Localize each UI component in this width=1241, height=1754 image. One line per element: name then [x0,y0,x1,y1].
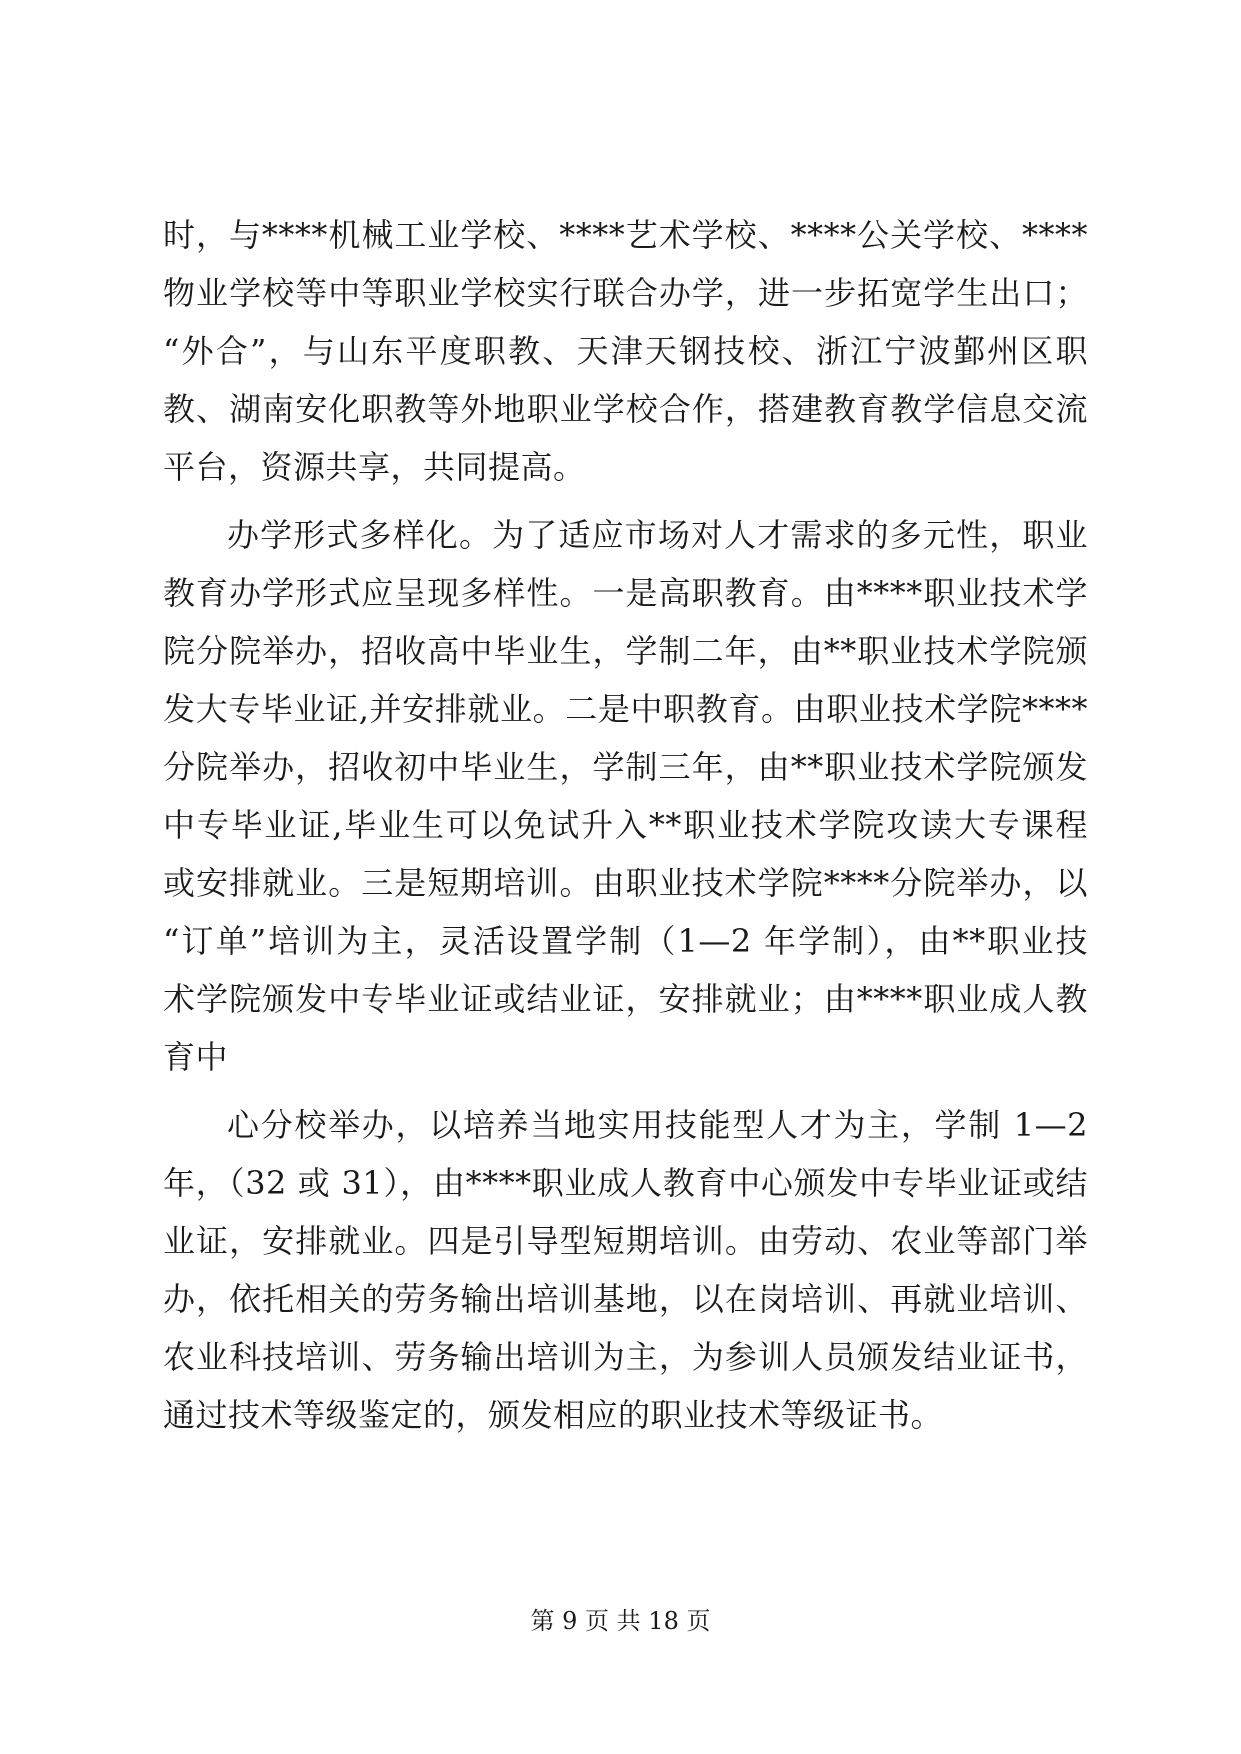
text-line: 办学形式多样化。为了适应市场对人才需求的多元性，职业 [227,516,1088,554]
text-line: 年，（32 或 31），由****职业成人教育中心颁发中专毕业证或结 [163,1164,1088,1202]
text-line: 教、湖南安化职教等外地职业学校合作，搭建教育教学信息交流 [163,390,1088,428]
text-line: 院分院举办，招收高中毕业生，学制二年，由**职业技术学院颁 [163,632,1088,670]
text-line: 业证，安排就业。四是引导型短期培训。由劳动、农业等部门举 [163,1222,1088,1260]
text-line: 农业科技培训、劳务输出培训为主，为参训人员颁发结业证书， [163,1338,1088,1376]
text-line: 心分校举办，以培养当地实用技能型人才为主，学制 1—2 [227,1106,1088,1144]
text-line: 发大专毕业证,并安排就业。二是中职教育。由职业技术学院**** [163,690,1088,728]
text-line: 时，与****机械工业学校、****艺术学校、****公关学校、**** [163,216,1088,254]
text-line: 术学院颁发中专毕业证或结业证，安排就业；由****职业成人教 [163,980,1088,1018]
text-line: “外合”，与山东平度职教、天津天钢技校、浙江宁波鄞州区职 [163,332,1088,370]
text-line: 办，依托相关的劳务输出培训基地，以在岗培训、再就业培训、 [163,1280,1088,1318]
text-line: 物业学校等中等职业学校实行联合办学，进一步拓宽学生出口； [163,274,1088,312]
paragraph-gap [163,1086,1088,1096]
text-line: 分院举办，招收初中毕业生，学制三年，由**职业技术学院颁发 [163,748,1088,786]
paragraph-gap [163,496,1088,506]
text-line: 中专毕业证,毕业生可以免试升入**职业技术学院攻读大专课程 [163,806,1088,844]
text-line: “订单”培训为主，灵活设置学制（1—2 年学制），由**职业技 [163,922,1088,960]
text-line: 或安排就业。三是短期培训。由职业技术学院****分院举办，以 [163,864,1088,902]
document-body [163,206,1088,1444]
text-line: 平台，资源共享，共同提高。 [163,448,586,486]
page-number-footer: 第 9 页 共 18 页 [530,1607,711,1635]
text-line: 教育办学形式应呈现多样性。一是高职教育。由****职业技术学 [163,574,1088,612]
text-line: 通过技术等级鉴定的，颁发相应的职业技术等级证书。 [163,1396,944,1434]
text-line: 育中 [163,1038,229,1076]
